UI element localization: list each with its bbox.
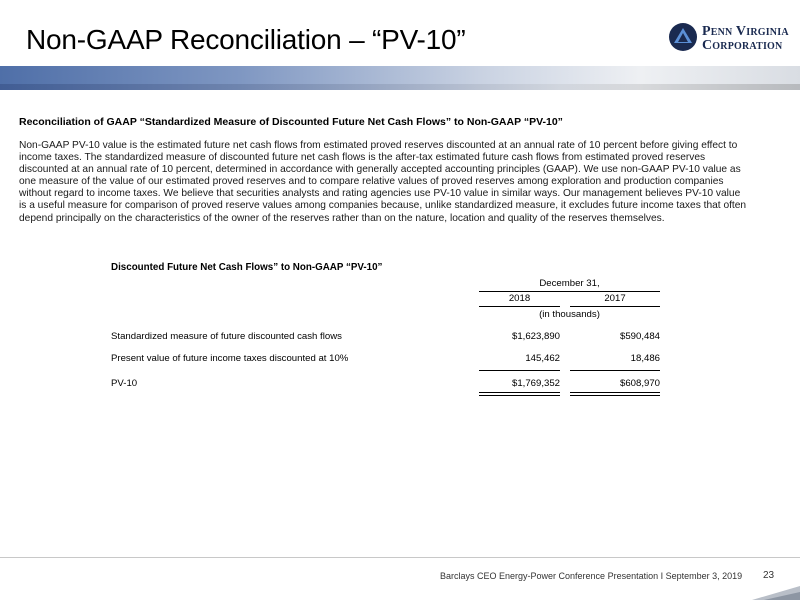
footer-divider [0, 557, 800, 558]
slide-title: Non-GAAP Reconciliation – “PV-10” [26, 24, 466, 55]
footer-text: Barclays CEO Energy-Power Conference Presentation I September 3, 2019 [440, 571, 743, 581]
section-heading: Reconciliation of GAAP “Standardized Measure of Discounted Future Net Cash Flows” to Non-GAAP “PV-10” [19, 116, 563, 128]
page-number: 23 [763, 570, 775, 581]
cell-pv10-2017: $608,970 [619, 378, 660, 389]
period-header: December 31, [539, 278, 600, 289]
total-double-rule-2018 [479, 392, 560, 396]
logo-line-1: Penn Virginia [702, 24, 789, 39]
cell-income-taxes-2018: 145,462 [525, 353, 560, 364]
column-rule-2018 [479, 306, 560, 307]
period-header-rule [479, 291, 660, 292]
column-header-2017: 2017 [604, 293, 626, 304]
body-paragraph: Non-GAAP PV-10 value is the estimated future net cash flows from estimated proved reserves discounted at an annual rate of 10 percent before giving effect to income taxes. The standardized measure of discounted future net cash flows is the after-tax estimated future cash flows from estimated proved reserves discounted at an annual rate of 10 percent, determined in accordance with generally accepted accounting principles (GAAP). We use non-GAAP PV-10 value as one measure of the value of our estimated proved reserves and to compare relative values of proved reserves among exploration and production companies without regard to income taxes. We believe that securities analysts and rating agencies use PV-10 value in similar ways. Our management believes PV-10 value is a useful measure for comparison of proved reserve values among companies because, unlike standardized measure, it excludes future income taxes that often depend principally on the characteristics of the owner of the reserves rather than on the nature, location and quality of the reserves themselves. [19, 140, 747, 224]
company-logo [668, 22, 796, 58]
corner-swoosh-decoration [742, 580, 800, 600]
header-band-shade [0, 84, 800, 90]
column-rule-2017 [570, 306, 660, 307]
subtotal-rule-2017 [570, 370, 660, 371]
row-label-pv10: PV-10 [111, 378, 138, 389]
cell-pv10-2018: $1,769,352 [511, 378, 560, 389]
cell-standardized-measure-2018: $1,623,890 [511, 331, 560, 342]
units-note: (in thousands) [539, 309, 600, 320]
cell-income-taxes-2017: 18,486 [630, 353, 660, 364]
table-title: Discounted Future Net Cash Flows” to Non-GAAP “PV-10” [111, 262, 383, 273]
column-header-2018: 2018 [508, 293, 531, 304]
subtotal-rule-2018 [479, 370, 560, 371]
row-label-income-taxes: Present value of future income taxes discounted at 10% [111, 353, 349, 364]
row-label-standardized-measure: Standardized measure of future discounted cash flows [111, 331, 342, 342]
logo-line-2: Corporation [702, 38, 783, 53]
cell-standardized-measure-2017: $590,484 [619, 331, 660, 342]
logo-emblem-icon [668, 22, 698, 52]
total-double-rule-2017 [570, 392, 660, 396]
